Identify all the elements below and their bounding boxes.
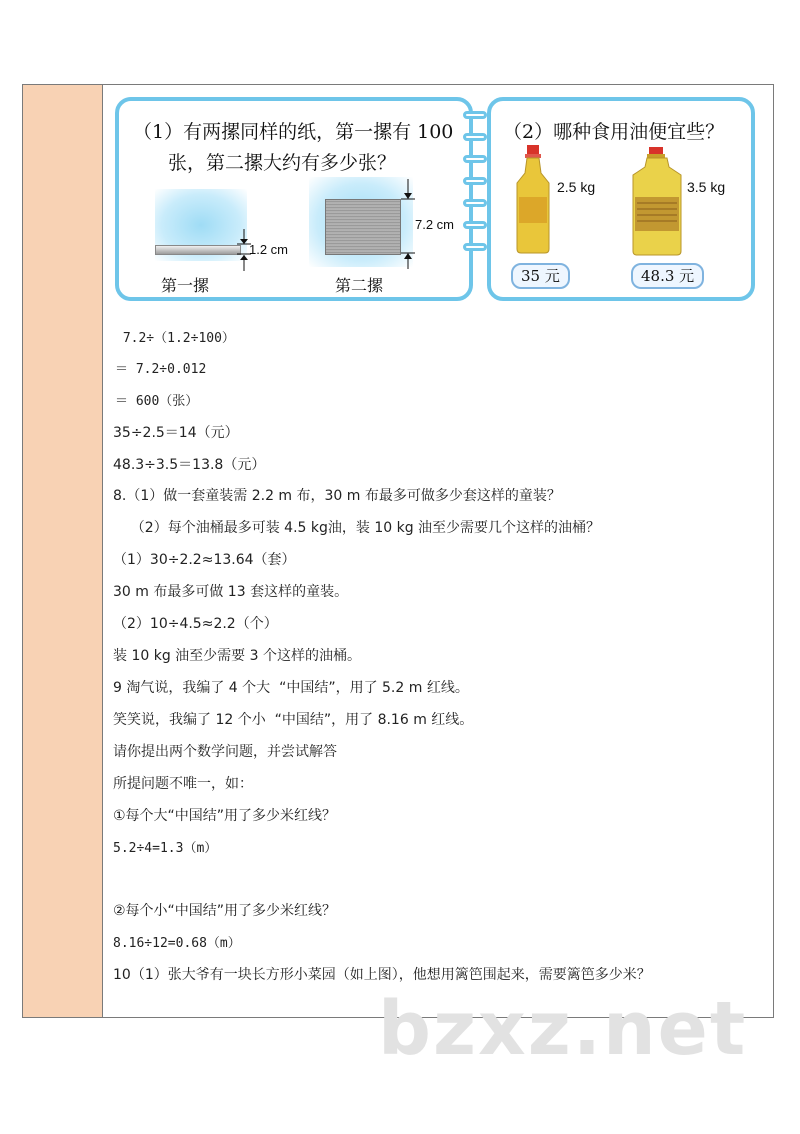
watermark: bzxz.net xyxy=(378,986,748,1072)
left-margin-column xyxy=(23,85,103,1017)
solution-line: ①每个大“中国结”用了多少米红线？ xyxy=(113,808,337,824)
solution-line: 35÷2.5＝14（元） xyxy=(113,425,239,441)
stack2-caption: 第二摞 xyxy=(335,276,384,295)
solution-line: （2）10÷4.5≈2.2（个） xyxy=(113,616,278,632)
small-bottle-weight: 2.5 kg xyxy=(557,179,596,195)
paper-stack-card xyxy=(115,97,473,301)
question-line: 笑笑说，我编了 12 个小 “中国结”，用了 8.16 m 红线。 xyxy=(113,712,474,728)
solution-line: 48.3÷3.5＝13.8（元） xyxy=(113,457,266,473)
solution-line: ②每个小“中国结”用了多少米红线？ xyxy=(113,903,337,919)
paper-stack-1 xyxy=(155,245,241,255)
large-bottle-price: 48.3 元 xyxy=(631,263,704,289)
stack2-thickness: 7.2 cm xyxy=(415,217,455,232)
solution-line: （1）30÷2.2≈13.64（套） xyxy=(113,552,296,568)
paper-question-line2: 张，第二摞大约有多少张？ xyxy=(168,152,397,174)
worksheet-frame xyxy=(22,84,774,1018)
question-line: 请你提出两个数学问题，并尝试解答 xyxy=(113,744,337,760)
large-bottle-weight: 3.5 kg xyxy=(687,179,726,195)
question-line: （2）每个油桶最多可装 4.5 kg油，装 10 kg 油至少需要几个这样的油桶？ xyxy=(113,520,601,536)
stack1-caption: 第一摞 xyxy=(161,276,210,295)
question-line: 9 淘气说，我编了 4 个大 “中国结”，用了 5.2 m 红线。 xyxy=(113,680,469,696)
solution-line: 30 m 布最多可做 13 套这样的童装。 xyxy=(113,584,349,600)
solution-line: 所提问题不唯一，如： xyxy=(113,776,253,792)
solution-line: 8.16÷12=0.68（m） xyxy=(113,936,241,951)
content-column xyxy=(103,85,773,1017)
small-oil-bottle-icon xyxy=(513,145,553,255)
question-line: 8.（1）做一套童装需 2.2 m 布，30 m 布最多可做多少套这样的童装？ xyxy=(113,488,561,504)
solution-line: ＝ 7.2÷0.012 xyxy=(115,362,207,377)
solution-line: 5.2÷4=1.3（m） xyxy=(113,841,218,856)
solution-line: 7.2÷（1.2÷100） xyxy=(115,331,235,346)
paper-question-line1: （1）有两摞同样的纸，第一摞有 100 xyxy=(133,121,454,143)
oil-price-card xyxy=(487,97,755,301)
question-line: 10（1）张大爷有一块长方形小菜园（如上图），他想用篱笆围起来，需要篱笆多少米？ xyxy=(113,967,651,983)
small-bottle-price: 35 元 xyxy=(511,263,570,289)
paper-question xyxy=(133,117,469,179)
textbook-illustration xyxy=(111,97,761,305)
oil-question: （2）哪种食用油便宜些？ xyxy=(503,121,725,143)
large-oil-bottle-icon xyxy=(629,147,685,257)
stack1-thickness: 1.2 cm xyxy=(249,242,289,257)
dimension-arrow-2-icon xyxy=(401,179,415,269)
solution-line: 装 10 kg 油至少需要 3 个这样的油桶。 xyxy=(113,648,361,664)
solution-line: ＝ 600（张） xyxy=(115,394,199,409)
paper-stack-2 xyxy=(325,199,401,255)
